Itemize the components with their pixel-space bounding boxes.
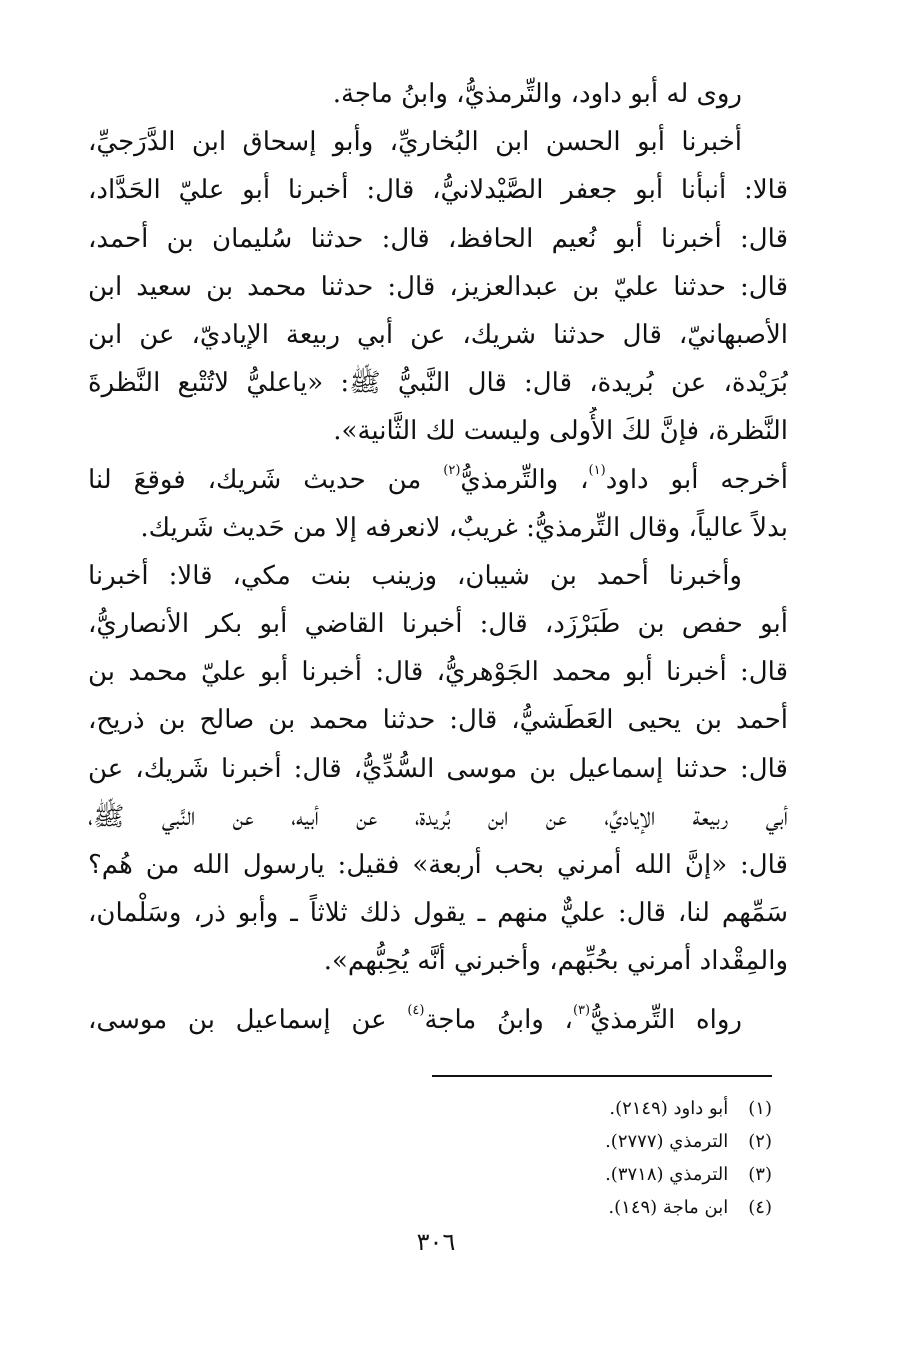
- footnote-number: (٢): [748, 1131, 772, 1152]
- footnote-divider: [432, 1075, 772, 1077]
- footnote-text: الترمذي (٣٧١٨).: [605, 1164, 729, 1185]
- footnote-ref[interactable]: (٢): [443, 462, 461, 478]
- footnote-item: [372, 1092, 772, 1125]
- text-line: وأخبرنا أحمد بن شيبان، وزينب بنت مكي، قالا: أخبرنا: [88, 560, 742, 591]
- text-line: قال: حدثنا عليّ بن عبدالعزيز، قال: حدثنا محمد بن سعيد ابن: [88, 271, 788, 302]
- text-line: أخبرنا أبو الحسن ابن البُخاريِّ، وأبو إسحاق ابن الدَّرَجيِّ،: [88, 127, 742, 158]
- text-fragment: عن إسماعيل بن موسى،: [88, 1004, 387, 1035]
- text-line: قال: «إنَّ الله أمرني بحب أربعة» فقيل: يارسول الله من هُم؟: [88, 850, 788, 880]
- footnote-ref[interactable]: (٤): [407, 1002, 425, 1018]
- text-fragment: ، والتِّرمذيُّ: [460, 464, 589, 495]
- text-fragment: ، وابنُ ماجة: [424, 1004, 573, 1035]
- text-line: بُرَيْدة، عن بُريدة، قال: قال النَّبيُّ ﷺ: «ياعليُّ لاتُتْبع النَّظرةَ: [88, 368, 788, 399]
- footnote-number: (١): [748, 1098, 772, 1119]
- footnote-ref[interactable]: (١): [588, 462, 606, 478]
- footnote-item: [372, 1125, 772, 1158]
- text-line: أحمد بن يحيى العَطَشيُّ، قال: حدثنا محمد بن صالح بن ذريح،: [88, 705, 788, 736]
- text-line: النَّظرة، فإنَّ لكَ الأُولى وليست لك الثَّانية».: [333, 416, 788, 447]
- footnote-number: (٤): [748, 1197, 772, 1218]
- footnote-item: [372, 1158, 772, 1191]
- text-line: قال: أخبرنا أبو نُعيم الحافظ، قال: حدثنا سُليمان بن أحمد،: [88, 223, 788, 254]
- main-text: [88, 70, 788, 1044]
- text-line: قال: حدثنا إسماعيل بن موسى السُّدِّيُّ، قال: أخبرنا شَريك، عن: [88, 753, 788, 784]
- footnote-text: ابن ماجة (١٤٩).: [608, 1197, 729, 1218]
- footnote-ref[interactable]: (٣): [572, 1002, 591, 1018]
- text-line: قالا: أنبأنا أبو جعفر الصَّيْدلانيُّ، قال: أخبرنا أبو عليّ الحَدَّاد،: [88, 175, 788, 206]
- text-line: الأصبهانيّ، قال حدثنا شريك، عن أبي ربيعة الإياديّ، عن ابن: [88, 319, 788, 350]
- footnotes: [372, 1092, 772, 1224]
- text-line: [88, 996, 788, 1044]
- footnote-item: [372, 1191, 772, 1224]
- page-number: ٣٠٦: [416, 1228, 456, 1256]
- text-line: قال: أخبرنا أبو محمد الجَوْهريُّ، قال: أخبرنا أبو عليّ محمد بن: [88, 657, 788, 688]
- text-fragment: رواه التِّرمذيُّ: [590, 1004, 742, 1035]
- text-fragment: أخرجه أبو داود: [605, 464, 788, 495]
- text-line: روى له أبو داود، والتِّرمذيُّ، وابنُ ماجة.: [332, 79, 742, 109]
- text-line: [88, 456, 788, 504]
- footnote-text: أبو داود (٢١٤٩).: [609, 1098, 729, 1119]
- text-line: أبو حفص بن طَبَرْزَد، قال: أخبرنا القاضي أبو بكر الأنصاريُّ،: [88, 609, 788, 640]
- footnote-number: (٣): [748, 1164, 772, 1185]
- text-fragment: من حديث شَريك، فوقعَ لنا: [88, 464, 422, 495]
- text-line: سَمِّهم لنا، قال: عليٌّ منهم ـ يقول ذلك ثلاثاً ـ وأبو ذر، وسَلْمان،: [88, 898, 788, 929]
- text-line: أبي ربيعة الإياديِّ، عن ابن بُريدة، عن أبيه، عن النَّبي ﷺ،: [88, 801, 788, 832]
- footnote-text: الترمذي (٢٧٧٧).: [605, 1131, 729, 1152]
- text-line: والمِقْداد أمرني بحُبِّهم، وأخبرني أنَّه يُحِبُّهم».: [323, 946, 788, 977]
- text-line: بدلاً عالياً، وقال التِّرمذيُّ: غريبٌ، لانعرفه إلا من حَديث شَريك.: [140, 512, 788, 543]
